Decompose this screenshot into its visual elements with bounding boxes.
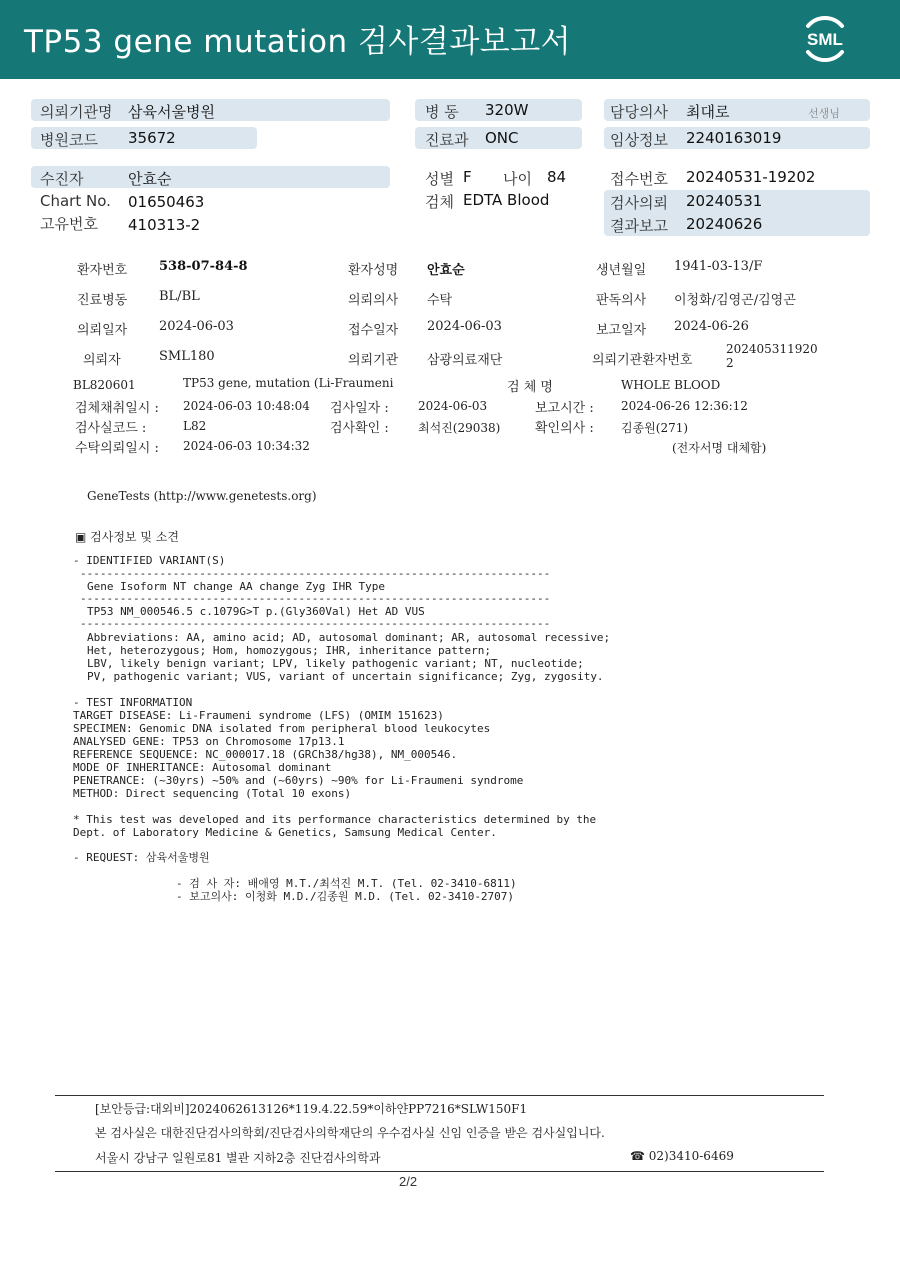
age-label: 나이 <box>503 170 532 188</box>
request-value: 20240531 <box>686 192 763 210</box>
note-line: Dept. of Laboratory Medicine & Genetics, Samsung Medical Center. <box>73 826 497 839</box>
identified-label: - IDENTIFIED VARIANT(S) <box>73 554 226 567</box>
test-info-line: METHOD: Direct sequencing (Total 10 exons) <box>73 787 352 800</box>
name-value: 안효순 <box>128 170 172 188</box>
security-line: [보안등급:대외비]2024062613126*119.4.22.59*이하얀PP7216*SLW150F1 <box>95 1102 528 1116</box>
esign-note: (전자서명 대체함) <box>672 441 767 455</box>
sex-label: 성별 <box>425 170 454 188</box>
outsource-label: 수탁의뢰일시 : <box>75 441 159 456</box>
inst-value: 삼육서울병원 <box>128 103 215 121</box>
abbrev-line: PV, pathogenic variant; VUS, variant of uncertain significance; Zyg, zygosity. <box>87 670 604 683</box>
chart-label: Chart No. <box>40 192 111 210</box>
inst-label: 의뢰기관명 <box>40 103 113 121</box>
confirmdoc-value: 김종원(271) <box>621 421 689 435</box>
genetests-ref: GeneTests (http://www.genetests.org) <box>87 489 317 503</box>
labcode-label: 검사실코드 : <box>75 421 147 436</box>
doctor-label: 담당의사 <box>610 103 668 121</box>
instpid-value-line1: 202405311920 <box>726 342 818 356</box>
readdoc-value: 이청화/김영곤/김영곤 <box>674 293 796 308</box>
receipt-label: 접수번호 <box>610 170 668 188</box>
request-label: 검사의뢰 <box>610 194 668 212</box>
clinical-label: 임상정보 <box>610 131 668 149</box>
test-info-line: SPECIMEN: Genomic DNA isolated from peripheral blood leukocytes <box>73 722 491 735</box>
footer-bottom-rule <box>55 1171 824 1172</box>
doctor-suffix: 선생님 <box>808 107 840 120</box>
dept-label: 진료과 <box>425 131 469 149</box>
reqdate-label: 의뢰일자 <box>77 323 128 338</box>
logo-text: SML <box>807 30 843 49</box>
test-code: BL820601 <box>73 378 136 392</box>
dash-line-1: ----------------------------------------------------------------------- <box>80 567 551 580</box>
requester-value: SML180 <box>159 349 215 364</box>
chart-value: 01650463 <box>128 193 205 211</box>
address-line: 서울시 강남구 일원로81 별관 지하2층 진단검사의학과 <box>95 1151 381 1165</box>
pid-label: 환자번호 <box>77 263 128 278</box>
test-info-line: - TEST INFORMATION <box>73 696 193 709</box>
test-info-line: REFERENCE SEQUENCE: NC_000017.18 (GRCh38/hg38), NM_000546. <box>73 748 458 761</box>
abbrev-line: LBV, likely benign variant; LPV, likely pathogenic variant; NT, nucleotide; <box>87 657 584 670</box>
specimen-name-value: WHOLE BLOOD <box>621 378 721 392</box>
phone-line: ☎ 02)3410-6469 <box>630 1149 734 1163</box>
report-value: 20240626 <box>686 215 763 233</box>
contact-line: - 보고의사: 이청화 M.D./김종원 M.D. (Tel. 02-3410-2707) <box>176 890 515 903</box>
reporttime-label: 보고시간 : <box>535 401 594 416</box>
requester-label: 의뢰자 <box>83 353 121 368</box>
testdate-label: 검사일자 : <box>330 401 389 416</box>
note-line: * This test was developed and its performance characteristics determined by the <box>73 813 597 826</box>
dob-value: 1941-03-13/F <box>674 259 763 274</box>
reqinst-value: 삼광의료재단 <box>427 353 503 368</box>
reporttime-value: 2024-06-26 12:36:12 <box>621 399 748 413</box>
request-line: - REQUEST: 삼육서울병원 <box>73 851 210 864</box>
sex-value: F <box>463 168 472 186</box>
specimen-name-label: 검 체 명 <box>507 380 553 395</box>
pname-label: 환자성명 <box>348 263 399 278</box>
test-info-line: ANALYSED GENE: TP53 on Chromosome 17p13.1 <box>73 735 345 748</box>
receipt-value: 20240531-19202 <box>686 168 816 186</box>
test-info-line: PENETRANCE: (~30yrs) ~50% and (~60yrs) ~90% for Li-Fraumeni syndrome <box>73 774 524 787</box>
pid-value: 538-07-84-8 <box>159 259 248 274</box>
pname-value: 안효순 <box>427 263 465 278</box>
test-name: TP53 gene, mutation (Li-Fraumeni <box>183 376 394 390</box>
report-label: 결과보고 <box>610 217 668 235</box>
ward2-label: 진료병동 <box>77 293 128 308</box>
recdate-label: 접수일자 <box>348 323 399 338</box>
name-label: 수진자 <box>40 170 84 188</box>
reqdoc-value: 수탁 <box>427 293 453 308</box>
reqdate-value: 2024-06-03 <box>159 319 234 334</box>
abbrev-line: Abbreviations: AA, amino acid; AD, autosomal dominant; AR, autosomal recessive; <box>87 631 611 644</box>
repdate-value: 2024-06-26 <box>674 319 749 334</box>
collect-value: 2024-06-03 10:48:04 <box>183 399 310 413</box>
labcode-value: L82 <box>183 419 207 433</box>
confirm-label: 검사확인 : <box>330 421 389 436</box>
uid-value: 410313-2 <box>128 216 201 234</box>
contact-line: - 검 사 자: 배애영 M.T./최석진 M.T. (Tel. 02-3410-6811) <box>176 877 517 890</box>
variant-table-row: TP53 NM_000546.5 c.1079G>T p.(Gly360Val) Het AD VUS <box>87 605 425 618</box>
specimen-label: 검체 <box>425 193 454 211</box>
confirm-value: 최석진(29038) <box>418 421 501 435</box>
test-info-line: TARGET DISEASE: Li-Fraumeni syndrome (LFS) (OMIM 151623) <box>73 709 444 722</box>
page-number: 2/2 <box>399 1174 418 1189</box>
repdate-label: 보고일자 <box>596 323 647 338</box>
footer-top-rule <box>55 1095 824 1096</box>
sml-logo <box>798 12 852 66</box>
section-title: ▣ 검사정보 및 소견 <box>75 530 179 544</box>
ward2-value: BL/BL <box>159 289 200 304</box>
cert-line: 본 검사실은 대한진단검사의학회/진단검사의학재단의 우수검사실 신임 인증을 받은 검사실입니다. <box>95 1126 605 1140</box>
report-header <box>0 0 900 79</box>
ward-value: 320W <box>485 101 529 119</box>
readdoc-label: 판독의사 <box>596 293 647 308</box>
uid-label: 고유번호 <box>40 215 98 233</box>
age-value: 84 <box>547 168 567 186</box>
recdate-value: 2024-06-03 <box>427 319 502 334</box>
name-pill <box>31 166 390 188</box>
collect-label: 검체채취일시 : <box>75 401 159 416</box>
ward-label: 병 동 <box>425 103 459 121</box>
testdate-value: 2024-06-03 <box>418 399 488 413</box>
dob-label: 생년월일 <box>596 263 647 278</box>
dash-line-2: ----------------------------------------------------------------------- <box>80 592 551 605</box>
test-info-line: MODE OF INHERITANCE: Autosomal dominant <box>73 761 332 774</box>
code-value: 35672 <box>128 129 176 147</box>
report-title: TP53 gene mutation 검사결과보고서 <box>24 24 572 60</box>
reqinst-label: 의뢰기관 <box>348 353 399 368</box>
abbrev-line: Het, heterozygous; Hom, homozygous; IHR, inheritance pattern; <box>87 644 491 657</box>
reqdoc-label: 의뢰의사 <box>348 293 399 308</box>
dash-line-3: ----------------------------------------------------------------------- <box>80 617 551 630</box>
code-label: 병원코드 <box>40 131 98 149</box>
instpid-value-line2: 2 <box>726 356 734 370</box>
clinical-value: 2240163019 <box>686 129 782 147</box>
dept-value: ONC <box>485 129 519 147</box>
variant-table-header: Gene Isoform NT change AA change Zyg IHR Type <box>87 580 386 593</box>
specimen-value: EDTA Blood <box>463 191 550 209</box>
confirmdoc-label: 확인의사 : <box>535 421 594 436</box>
outsource-value: 2024-06-03 10:34:32 <box>183 439 310 453</box>
instpid-label: 의뢰기관환자번호 <box>592 353 693 368</box>
doctor-value: 최대로 <box>686 103 730 121</box>
